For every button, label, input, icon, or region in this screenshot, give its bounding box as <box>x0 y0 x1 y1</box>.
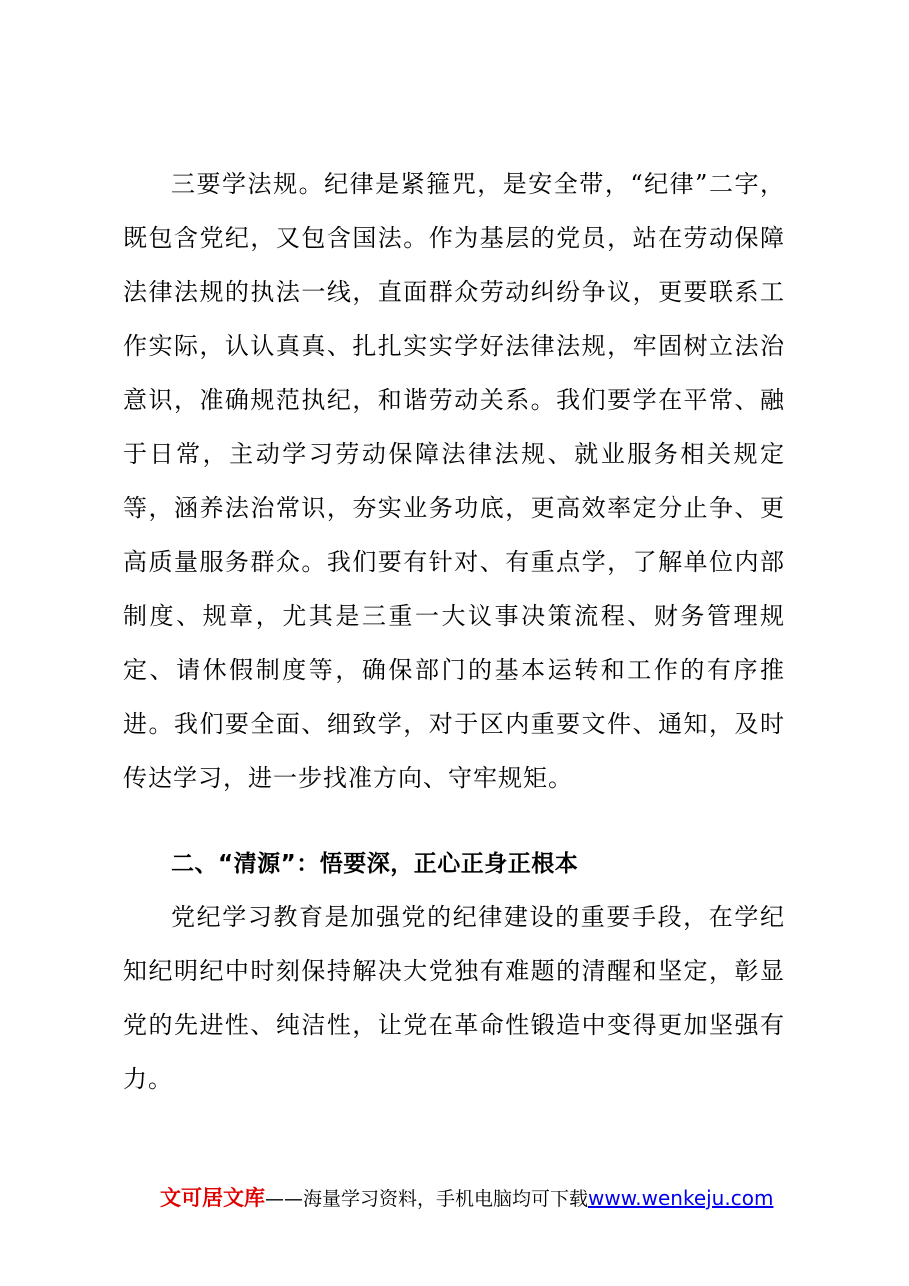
footer-tagline: ——海量学习资料，手机电脑均可下载 <box>265 1188 589 1210</box>
section-heading: 二、“清源”：悟要深，正心正身正根本 <box>171 851 579 877</box>
footer-brand: 文可居文库 <box>160 1186 265 1210</box>
footer-link[interactable]: www.wenkeju.com <box>588 1186 774 1210</box>
page-footer <box>160 1182 773 1212</box>
body-paragraph: 党纪学习教育是加强党的纪律建设的重要手段，在学纪知纪明纪中时刻保持解决大党独有难题的清醒和坚定，彰显党的先进性、纯洁性，让党在革命性锻造中变得更加坚强有力。 <box>123 903 785 1093</box>
body-paragraph: 三要学法规。纪律是紧箍咒，是安全带，“纪律”二字，既包含党纪，又包含国法。作为基层的党员，站在劳动保障法律法规的执法一线，直面群众劳动纠纷争议，更要联系工作实际，认认真真、扎扎实实学好法律法规，牢固树立法治意识，准确规范执纪，和谐劳动关系。我们要学在平常、融于日常，主动学习劳动保障法律法规、就业服务相关规定等，涵养法治常识，夯实业务功底，更高效率定分止争、更高质量服务群众。我们要有针对、有重点学，了解单位内部制度、规章，尤其是三重一大议事决策流程、财务管理规定、请休假制度等，确保部门的基本运转和工作的有序推进。我们要全面、细致学，对于区内重要文件、通知，及时传达学习，进一步找准方向、守牢规矩。 <box>123 170 785 792</box>
